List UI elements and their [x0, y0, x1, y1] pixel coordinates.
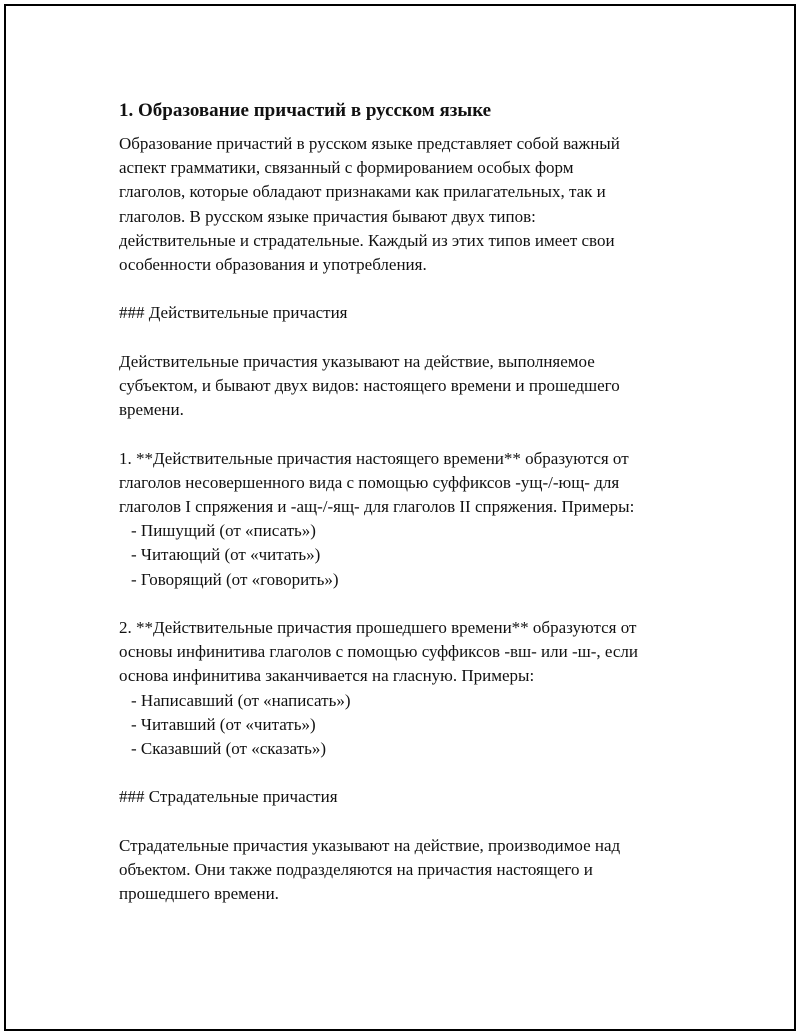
item-line: глаголов I спряжения и -ащ-/-ящ- для глаголов II спряжения. Примеры:	[119, 497, 635, 516]
item-line: 2. **Действительные причастия прошедшего времени** образуются от	[119, 618, 637, 637]
example-list-item: - Сказавший (от «сказать»)	[131, 739, 326, 759]
intro-line: особенности образования и употребления.	[119, 255, 427, 275]
intro-paragraph	[119, 132, 719, 277]
passive-description	[119, 834, 719, 907]
active-description	[119, 350, 719, 423]
spacer	[119, 592, 719, 616]
description-line: времени.	[119, 400, 184, 420]
item-line: 1. **Действительные причастия настоящего времени** образуются от	[119, 448, 629, 468]
example-list-item: - Читающий (от «читать»)	[131, 545, 321, 565]
spacer	[119, 277, 719, 301]
spacer	[119, 810, 719, 834]
item-line: основы инфинитива глаголов с помощью суффиксов -вш- или -ш-, если	[119, 642, 638, 662]
intro-line: глаголов, которые обладают признаками как прилагательных, так и	[119, 182, 606, 202]
item-line: глаголов несовершенного вида с помощью суффиксов -ущ-/-ющ- для	[119, 472, 620, 492]
spacer	[119, 326, 719, 350]
page-frame	[4, 4, 796, 1031]
description-line: субъектом, и бывают двух видов: настоящего времени и прошедшего	[119, 376, 620, 395]
example-list-item: - Написавший (от «написать»)	[131, 690, 351, 710]
intro-line: действительные и страдательные. Каждый из этих типов имеет свои	[119, 230, 615, 250]
description-line: объектом. Они также подразделяются на причастия настоящего и	[119, 860, 593, 879]
document-body	[119, 99, 719, 906]
description-line: Страдательные причастия указывают на действие, производимое над	[119, 835, 621, 855]
item-line: основа инфинитива заканчивается на гласную. Примеры:	[119, 666, 535, 686]
intro-line: аспект грамматики, связанный с формированием особых форм	[119, 158, 574, 178]
intro-line: Образование причастий в русском языке представляет собой важный	[119, 134, 620, 153]
past-participles-item	[119, 616, 719, 689]
document-title: 1. Образование причастий в русском языке	[119, 100, 492, 121]
example-list-item: - Читавший (от «читать»)	[131, 714, 316, 734]
present-participles-item	[119, 447, 719, 520]
example-list-item: - Пишущий (от «писать»)	[131, 521, 316, 541]
description-line: Действительные причастия указывают на действие, выполняемое	[119, 351, 595, 371]
section-heading-passive: ### Страдательные причастия	[119, 787, 338, 807]
section-heading-active: ### Действительные причастия	[119, 303, 348, 323]
example-list-item: - Говорящий (от «говорить»)	[131, 569, 339, 589]
intro-line: глаголов. В русском языке причастия бывают двух типов:	[119, 206, 536, 226]
spacer	[119, 761, 719, 785]
spacer	[119, 422, 719, 446]
description-line: прошедшего времени.	[119, 884, 279, 904]
